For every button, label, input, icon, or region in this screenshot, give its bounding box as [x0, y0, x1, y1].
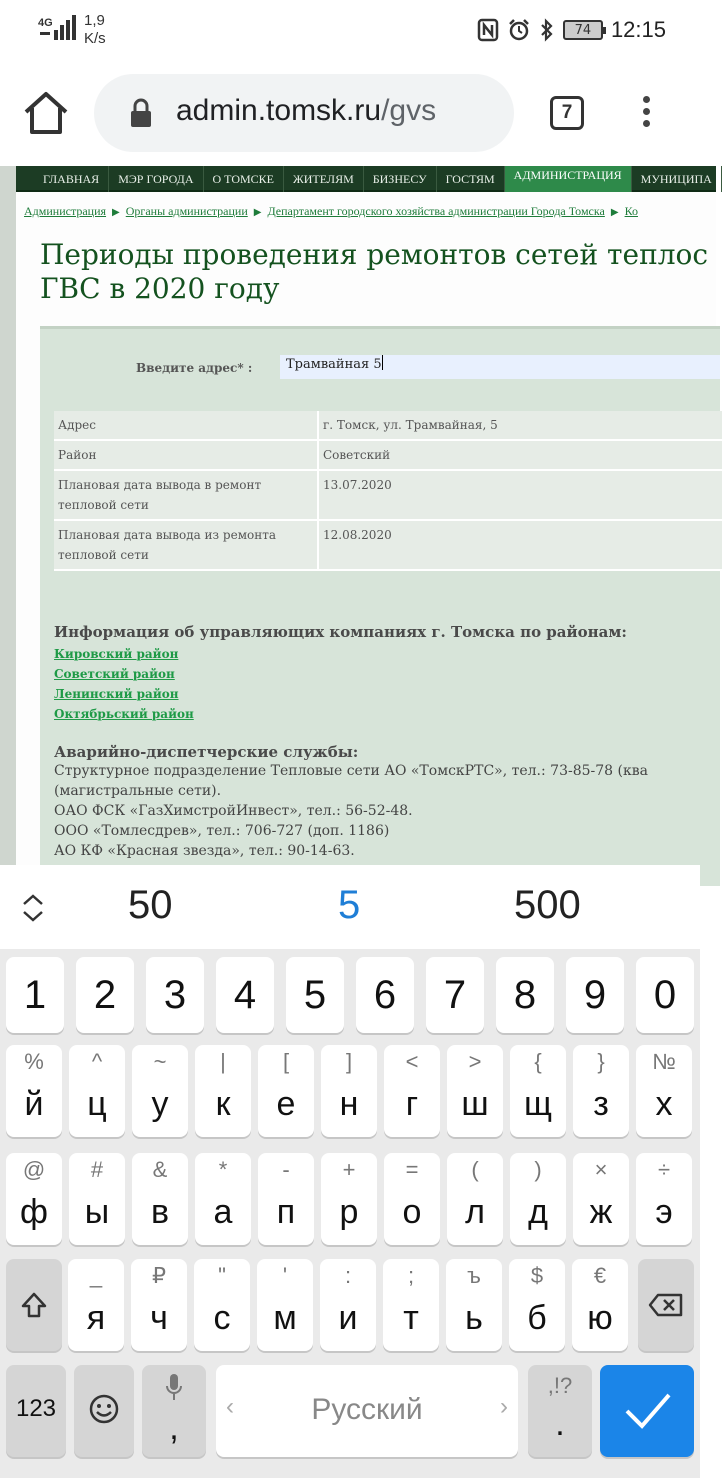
nav-administration[interactable]: АДМИНИСТРАЦИЯ: [505, 166, 632, 192]
key-щ[interactable]: [510, 1045, 566, 1137]
key-п[interactable]: [258, 1153, 314, 1245]
key-а[interactable]: [195, 1153, 251, 1245]
key-ц[interactable]: [69, 1045, 125, 1137]
bluetooth-icon: [539, 18, 555, 42]
breadcrumb-administration[interactable]: Администрация: [24, 204, 107, 218]
key-я[interactable]: [68, 1259, 124, 1351]
district-link-leninsky[interactable]: Ленинский район: [54, 687, 179, 701]
key-alt-label: ×: [594, 1157, 608, 1182]
address-bar[interactable]: [94, 74, 514, 152]
table-cell-value: 13.07.2020: [318, 470, 723, 520]
key-alt-label: ъ: [467, 1263, 481, 1288]
address-input[interactable]: [280, 355, 720, 379]
table-cell-key: Плановая дата вывода из ремонта тепловой сети: [54, 520, 318, 570]
page-background-texture: [0, 166, 16, 865]
network-speed: [84, 12, 106, 48]
nav-mayor[interactable]: МЭР ГОРОДА: [109, 166, 203, 192]
key-н[interactable]: [321, 1045, 377, 1137]
key-label: в: [150, 1193, 170, 1231]
key-1[interactable]: [6, 957, 64, 1033]
key-ж[interactable]: [573, 1153, 629, 1245]
result-table: [54, 411, 724, 571]
key-alt-label: <: [405, 1049, 419, 1074]
district-link-oktyabrsky[interactable]: Октябрьский район: [54, 707, 194, 721]
key-label: т: [403, 1299, 419, 1337]
speed-value: 1,9: [84, 12, 105, 29]
battery-icon: [563, 20, 603, 40]
key-alt-label: >: [468, 1049, 482, 1074]
search-panel: [40, 326, 720, 886]
key-е[interactable]: [258, 1045, 314, 1137]
key-label: а: [213, 1193, 233, 1231]
key-label: щ: [524, 1085, 552, 1123]
table-row: [54, 470, 723, 520]
key-label: э: [655, 1193, 673, 1231]
space-key-label: Русский: [311, 1393, 423, 1426]
checkmark-icon: [624, 1389, 672, 1433]
speed-unit: K/s: [84, 30, 106, 47]
table-row: [54, 411, 723, 440]
nav-about[interactable]: О ТОМСКЕ: [204, 166, 285, 192]
alarm-icon: [507, 18, 531, 42]
nav-municipal[interactable]: МУНИЦИПА: [632, 166, 722, 192]
key-label: л: [465, 1193, 485, 1231]
key-6[interactable]: [356, 957, 414, 1033]
district-link-sovetsky[interactable]: Советский район: [54, 667, 175, 681]
table-cell-key: Район: [54, 440, 318, 470]
key-alt-label: }: [597, 1049, 605, 1074]
dispatch-heading: Аварийно-диспетчерские службы:: [54, 743, 359, 761]
key-label: с: [213, 1299, 231, 1337]
url-path: /gvs: [381, 94, 437, 127]
key-label: ь: [465, 1299, 483, 1337]
dispatch-line: АО КФ «Красная звезда», тел.: 90-14-63.: [54, 843, 355, 859]
key-4[interactable]: [216, 957, 274, 1033]
address-label: Введите адрес* :: [136, 361, 253, 375]
key-7[interactable]: [426, 957, 484, 1033]
key-label: м: [273, 1299, 297, 1337]
backspace-icon: [648, 1293, 684, 1317]
key-с[interactable]: [194, 1259, 250, 1351]
shift-icon: [20, 1291, 48, 1319]
breadcrumb-separator-icon: ▶: [112, 207, 120, 218]
key-label: к: [215, 1085, 231, 1123]
key-alt-label: (: [471, 1157, 479, 1182]
key-alt-label: {: [534, 1049, 542, 1074]
emoji-key[interactable]: [74, 1365, 134, 1457]
comma-key[interactable]: ,: [142, 1365, 206, 1457]
language-next-icon: ›: [500, 1393, 508, 1420]
address-input-value: Трамвайная 5: [286, 357, 382, 372]
nav-home[interactable]: ГЛАВНАЯ: [16, 166, 109, 192]
key-alt-label: ": [218, 1263, 226, 1288]
key-label: 7: [443, 973, 467, 1017]
key-label: ф: [20, 1193, 48, 1231]
key-alt-label: +: [342, 1157, 356, 1182]
key-0[interactable]: [636, 957, 694, 1033]
soft-keyboard: [0, 865, 700, 1478]
key-ь[interactable]: [446, 1259, 502, 1351]
site-nav: [16, 166, 716, 192]
key-8[interactable]: [496, 957, 554, 1033]
key-alt-label: @: [22, 1157, 46, 1182]
key-alt-label: ;: [407, 1263, 415, 1288]
key-label: ы: [84, 1193, 110, 1231]
key-label: 3: [163, 973, 187, 1017]
enter-button[interactable]: [600, 1365, 694, 1457]
key-alt-label: ₽: [152, 1263, 166, 1288]
key-label: ш: [461, 1085, 489, 1123]
key-alt-label: ÷: [657, 1157, 671, 1182]
key-5[interactable]: [286, 957, 344, 1033]
breadcrumb-admin-bodies[interactable]: Органы администрации: [125, 204, 248, 218]
key-label: з: [593, 1085, 609, 1123]
key-label: ю: [587, 1299, 613, 1337]
key-label: 0: [653, 973, 677, 1017]
webpage: [0, 166, 712, 865]
key-2[interactable]: [76, 957, 134, 1033]
key-м[interactable]: [257, 1259, 313, 1351]
dispatch-line: ООО «Томлесдрев», тел.: 706-727 (доп. 1186): [54, 823, 390, 839]
key-label: 8: [513, 973, 537, 1017]
dispatch-line: Структурное подразделение Тепловые сети АО «ТомскРТС», тел.: 73-85-78 (ква: [54, 763, 648, 779]
shift-key[interactable]: [6, 1259, 62, 1351]
table-cell-value: Советский: [318, 440, 723, 470]
key-label: б: [527, 1299, 547, 1337]
key-л[interactable]: [447, 1153, 503, 1245]
key-label: р: [339, 1193, 359, 1231]
nav-residents[interactable]: ЖИТЕЛЯМ: [284, 166, 364, 192]
key-label: я: [86, 1299, 106, 1337]
key-з[interactable]: [573, 1045, 629, 1137]
district-link-kirovsky[interactable]: Кировский район: [54, 647, 179, 661]
key-ф[interactable]: [6, 1153, 62, 1245]
key-alt-label: #: [90, 1157, 104, 1182]
key-э[interactable]: [636, 1153, 692, 1245]
key-ю[interactable]: [572, 1259, 628, 1351]
key-label: у: [151, 1085, 169, 1123]
page-title-line2: ГВС в 2020 году: [40, 272, 280, 305]
key-alt-label: -: [282, 1157, 290, 1182]
breadcrumb-next[interactable]: Ко: [624, 204, 638, 218]
key-т[interactable]: [383, 1259, 439, 1351]
key-alt-label: ^: [91, 1049, 103, 1074]
key-label: 4: [233, 973, 257, 1017]
key-alt-label: ': [282, 1263, 288, 1288]
key-ы[interactable]: [69, 1153, 125, 1245]
key-label: 2: [93, 973, 117, 1017]
key-х[interactable]: [636, 1045, 692, 1137]
browser-toolbar: [0, 60, 700, 166]
clock: 12:15: [610, 17, 666, 42]
key-д[interactable]: [510, 1153, 566, 1245]
key-3[interactable]: [146, 957, 204, 1033]
key-label: е: [276, 1085, 296, 1123]
microphone-icon: [166, 1373, 182, 1403]
tab-count: 7: [561, 102, 573, 123]
key-alt-label: =: [405, 1157, 419, 1182]
key-alt-label: ]: [345, 1049, 353, 1074]
suggestion-item[interactable]: 500: [514, 883, 581, 927]
key-alt-label: %: [24, 1049, 44, 1074]
key-label: 6: [373, 973, 397, 1017]
table-cell-key: Плановая дата вывода в ремонт тепловой сети: [54, 470, 318, 520]
key-alt-label: [: [282, 1049, 290, 1074]
symbols-key[interactable]: 123: [6, 1365, 66, 1457]
language-prev-icon: ‹: [226, 1393, 234, 1420]
key-label: д: [528, 1193, 548, 1231]
suggestion-item[interactable]: 50: [128, 883, 173, 927]
nav-business[interactable]: БИЗНЕСУ: [364, 166, 437, 192]
text-caret: [382, 355, 383, 370]
table-cell-value: 12.08.2020: [318, 520, 723, 570]
page-title-line1: Периоды проведения ремонтов сетей теплос: [40, 238, 709, 271]
space-key[interactable]: [216, 1365, 518, 1457]
battery-level: 74: [574, 22, 592, 38]
key-alt-label: _: [89, 1263, 103, 1288]
key-б[interactable]: [509, 1259, 565, 1351]
key-9[interactable]: [566, 957, 624, 1033]
url-host: admin.tomsk.ru: [176, 94, 382, 127]
key-alt-label: :: [344, 1263, 352, 1288]
key-label: 1: [23, 973, 47, 1017]
breadcrumb-separator-icon: ▶: [610, 207, 619, 218]
key-label: п: [276, 1193, 296, 1231]
table-cell-key: Адрес: [54, 411, 318, 440]
key-р[interactable]: [321, 1153, 377, 1245]
key-label: н: [339, 1085, 359, 1123]
status-bar: [0, 0, 700, 60]
dispatch-line: ОАО ФСК «ГазХимстройИнвест», тел.: 56-52-48.: [54, 803, 413, 819]
key-alt-label: €: [593, 1263, 607, 1288]
key-label: х: [655, 1085, 673, 1123]
key-label: г: [405, 1085, 419, 1123]
key-alt-label: №: [652, 1049, 676, 1074]
status-icons: [477, 14, 666, 46]
key-г[interactable]: [384, 1045, 440, 1137]
lock-icon: [130, 98, 152, 128]
nfc-icon: [477, 18, 499, 42]
management-heading: Информация об управляющих компаниях г. Томска по районам:: [54, 623, 627, 641]
table-row: [54, 440, 723, 470]
key-alt-label: *: [218, 1157, 228, 1182]
key-label: ч: [150, 1299, 168, 1337]
key-у[interactable]: [132, 1045, 188, 1137]
network-type: 4G: [38, 17, 53, 29]
breadcrumb-department[interactable]: Департамент городского хозяйства администрации Города Томска: [267, 204, 605, 218]
tabs-button[interactable]: [550, 96, 584, 130]
key-ш[interactable]: [447, 1045, 503, 1137]
key-label: 5: [303, 973, 327, 1017]
key-alt-label: $: [530, 1263, 544, 1288]
key-label: и: [338, 1299, 358, 1337]
key-alt-label: ): [534, 1157, 542, 1182]
url-text: [176, 94, 436, 128]
key-к[interactable]: [195, 1045, 251, 1137]
key-alt-label: |: [220, 1049, 226, 1074]
period-key[interactable]: ,!? .: [528, 1365, 592, 1457]
key-label: й: [24, 1085, 44, 1123]
key-ч[interactable]: [131, 1259, 187, 1351]
backspace-key[interactable]: [638, 1259, 694, 1351]
breadcrumb: [24, 204, 638, 219]
key-alt-label: ~: [153, 1049, 167, 1074]
key-и[interactable]: [320, 1259, 376, 1351]
table-row: [54, 520, 723, 570]
page-title: [40, 238, 720, 306]
key-label: 9: [583, 973, 607, 1017]
nav-guests[interactable]: ГОСТЯМ: [437, 166, 505, 192]
key-label: ц: [87, 1085, 107, 1123]
home-icon[interactable]: [22, 90, 70, 136]
key-label: о: [402, 1193, 422, 1231]
key-alt-label: &: [152, 1157, 168, 1182]
signal-icon: [38, 14, 78, 42]
key-й[interactable]: [6, 1045, 62, 1137]
dispatch-line: (магистральные сети).: [54, 783, 222, 799]
key-о[interactable]: [384, 1153, 440, 1245]
key-в[interactable]: [132, 1153, 188, 1245]
suggestion-item[interactable]: 5: [338, 883, 361, 927]
overflow-menu-icon[interactable]: [636, 96, 656, 132]
main-content: [16, 192, 716, 865]
table-cell-value: г. Томск, ул. Трамвайная, 5: [318, 411, 723, 440]
expand-suggestions-icon[interactable]: [18, 891, 48, 925]
breadcrumb-separator-icon: ▶: [253, 207, 262, 218]
suggestion-bar: [0, 865, 700, 949]
key-label: ж: [589, 1193, 613, 1231]
emoji-icon: [88, 1393, 120, 1425]
